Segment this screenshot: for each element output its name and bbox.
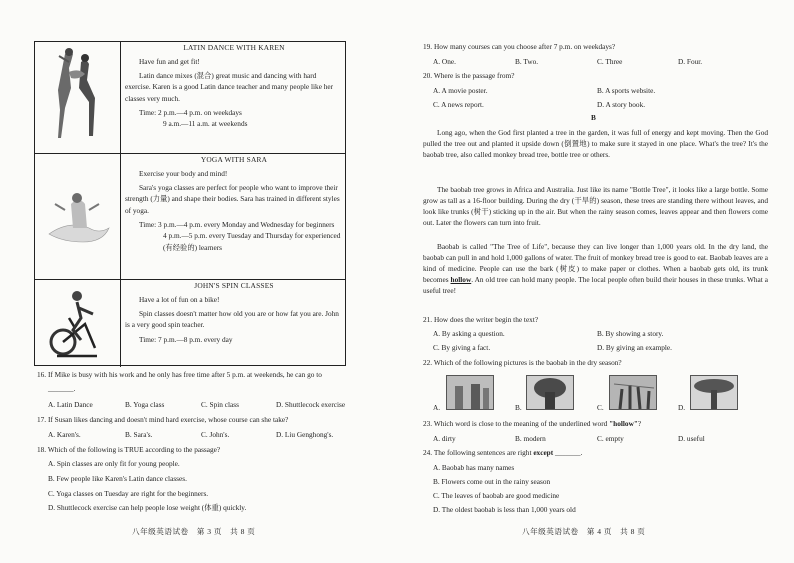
q22-option-b[interactable]: B.	[515, 403, 522, 412]
q16-option-b[interactable]: B. Yoga class	[125, 400, 165, 409]
ad-description: Latin dance mixes (混合) great music and dancing with hard exercise. Karen is a good Latin dance teacher and many people like her classes very much.	[125, 71, 334, 103]
dancers-icon	[35, 42, 119, 152]
passage-b-paragraph-2: The baobab tree grows in Africa and Australia. Just like its name "Bottle Tree", it looks like a large bottle. Some grow as tall as a 16-floor building. During the dry (干旱的) season, these trees are standing there without leaves, and look like trunks (树干) sticking up in the air. But when the rainy season comes, leaves appear and then flowers come out. Later the flowers can turn into fruit.	[423, 185, 768, 228]
q20-option-d[interactable]: D. A story book.	[597, 100, 646, 109]
q20-option-c[interactable]: C. A news report.	[433, 100, 484, 109]
baobab-picture-d[interactable]	[690, 375, 738, 410]
footer-left: 八年级英语试卷 第 3 页 共 8 页	[132, 527, 256, 536]
ad-slogan: Have a lot of fun on a bike!	[139, 294, 220, 304]
ad-slogan: Exercise your body and mind!	[139, 168, 228, 178]
q18-option-c[interactable]: C. Yoga classes on Tuesday are right for the beginners.	[48, 489, 209, 498]
q17-stem: 17. If Susan likes dancing and doesn't mind hard exercise, whose course can she take?	[37, 415, 289, 424]
dancers-image	[35, 42, 121, 153]
baobab-picture-c[interactable]	[609, 375, 657, 410]
passage-b-text: Baobab is called "The Tree of Life", because they can live longer than 1,000 years old. In the dry land, the baobab can pull in and hold 1,000 gallons of water. The fruit of monkey bread tree is good to eat. Baobab leaves are a kind of medicine. People can use the bark (树皮) to make paper or clothes. When a baobab gets old, its trunk becomes	[423, 242, 768, 285]
q19-option-d[interactable]: D. Four.	[678, 57, 703, 66]
q17-option-c[interactable]: C. John's.	[201, 430, 230, 439]
q23-option-c[interactable]: C. empty	[597, 434, 624, 443]
q21-option-b[interactable]: B. By showing a story.	[597, 329, 664, 338]
q24-option-b[interactable]: B. Flowers come out in the rainy season	[433, 477, 551, 486]
q23-option-d[interactable]: D. useful	[678, 434, 705, 443]
q22-option-c[interactable]: C.	[597, 403, 604, 412]
q18-option-b[interactable]: B. Few people like Karen's Latin dance classes.	[48, 474, 187, 483]
q16-stem: 16. If Mike is busy with his work and he only has free time after 5 p.m. at weekends, he can go to	[37, 370, 322, 379]
q17-option-b[interactable]: B. Sara's.	[125, 430, 153, 439]
ad-description: Spin classes doesn't matter how old you are or how fat you are. John is a very good spin teacher.	[125, 309, 339, 330]
q22-option-d[interactable]: D.	[678, 403, 686, 412]
footer-right: 八年级英语试卷 第 4 页 共 8 页	[522, 527, 646, 536]
ad-table	[34, 41, 346, 366]
q21-option-d[interactable]: D. By giving an example.	[597, 343, 672, 352]
ad-text	[125, 282, 343, 348]
q16-option-c[interactable]: C. Spin class	[201, 400, 239, 409]
q21-option-a[interactable]: A. By asking a question.	[433, 329, 505, 338]
q23-stem-text: 23. Which word is close to the meaning of the underlined word	[423, 419, 610, 428]
q19-option-b[interactable]: B. Two.	[515, 57, 539, 66]
q24-stem	[423, 449, 582, 458]
q24-option-d[interactable]: D. The oldest baobab is less than 1,000 years old	[433, 505, 576, 514]
q17-option-a[interactable]: A. Karen's.	[48, 430, 81, 439]
baobab-branches-icon	[610, 376, 656, 409]
ad-time-2: 4 p.m.—5 p.m. every Tuesday and Thursday for experienced (有经验的) learners	[163, 231, 341, 252]
passage-b-text-end: . An old tree can hold many people. The local people often build their houses in these trunks. What a useful tree!	[423, 275, 768, 296]
section-b-label: B	[591, 113, 596, 122]
q18-stem: 18. Which of the following is TRUE according to the passage?	[37, 445, 221, 454]
q23-stem-end: ?	[637, 419, 642, 428]
ad-time: Time: 7 p.m.—8 p.m. every day	[139, 334, 233, 344]
q16-blank: _______.	[48, 384, 76, 393]
baobab-bare-icon	[447, 376, 493, 409]
baobab-umbrella-icon	[691, 376, 737, 409]
yoga-image	[35, 154, 121, 279]
ad-description: Sara's yoga classes are perfect for people who want to improve their strength (力量) and shape their bodies. Sara has trained in different styles of yoga.	[125, 183, 340, 215]
ad-text	[125, 156, 343, 256]
baobab-picture-b[interactable]	[526, 375, 574, 410]
spin-image	[35, 280, 121, 367]
ad-title: LATIN DANCE WITH KAREN	[183, 43, 285, 52]
q20-stem: 20. Where is the passage from?	[423, 71, 515, 80]
spin-bike-icon	[35, 280, 119, 365]
q19-option-c[interactable]: C. Three	[597, 57, 623, 66]
q18-option-d[interactable]: D. Shuttlecock exercise can help people lose weight (体重) quickly.	[48, 503, 247, 512]
q24-stem-end: _______.	[553, 448, 583, 457]
q24-option-c[interactable]: C. The leaves of baobab are good medicine	[433, 491, 560, 500]
q22-option-a[interactable]: A.	[433, 403, 441, 412]
passage-b-paragraph-1: Long ago, when the God first planted a tree in the garden, it was full of energy and kept moving. Then the God pulled the tree out and planted it upside down (倒置地) to make sure it stayed in one place. What's the tree? It's the baobab tree, also called monkey bread tree, bottle tree or others.	[423, 128, 768, 160]
q17-option-d[interactable]: D. Liu Genghong's.	[276, 430, 334, 439]
q19-option-a[interactable]: A. One.	[433, 57, 456, 66]
ad-title: YOGA WITH SARA	[200, 155, 268, 164]
q24-option-a[interactable]: A. Baobab has many names	[433, 463, 515, 472]
hollow-word: hollow	[450, 275, 472, 285]
ad-time-2: 9 a.m.—11 a.m. at weekends	[163, 119, 248, 129]
ad-latin-dance	[35, 42, 345, 154]
q23-stem	[423, 420, 641, 429]
passage-b-paragraph-3	[423, 241, 768, 296]
ad-spin	[35, 280, 345, 367]
ad-slogan: Have fun and get fit!	[139, 56, 200, 66]
baobab-picture-a[interactable]	[446, 375, 494, 410]
q20-option-a[interactable]: A. A movie poster.	[433, 86, 488, 95]
q23-stem-word: "hollow"	[609, 419, 638, 428]
q23-option-b[interactable]: B. modern	[515, 434, 546, 443]
q21-stem: 21. How does the writer begin the text?	[423, 315, 539, 324]
q16-option-d[interactable]: D. Shuttlecock exercise	[276, 400, 346, 409]
q20-option-b[interactable]: B. A sports website.	[597, 86, 656, 95]
ad-yoga	[35, 154, 345, 280]
q24-stem-word: except	[533, 448, 554, 457]
baobab-leafy-icon	[527, 376, 573, 409]
ad-text	[125, 44, 343, 133]
q24-stem-text: 24. The following sentences are right	[423, 448, 534, 457]
ad-time: Time: 2 p.m.—4 p.m. on weekdays	[139, 108, 242, 118]
ad-time: Time: 3 p.m.—4 p.m. every Monday and Wednesday for beginners	[139, 220, 335, 230]
q21-option-c[interactable]: C. By giving a fact.	[433, 343, 491, 352]
yoga-icon	[35, 154, 119, 278]
q22-stem: 22. Which of the following pictures is the baobab in the dry season?	[423, 358, 622, 367]
q19-stem: 19. How many courses can you choose after 7 p.m. on weekdays?	[423, 42, 616, 51]
ad-title: JOHN'S SPIN CLASSES	[194, 281, 274, 290]
q23-option-a[interactable]: A. dirty	[433, 434, 456, 443]
q18-option-a[interactable]: A. Spin classes are only fit for young people.	[48, 459, 180, 468]
q16-option-a[interactable]: A. Latin Dance	[48, 400, 93, 409]
